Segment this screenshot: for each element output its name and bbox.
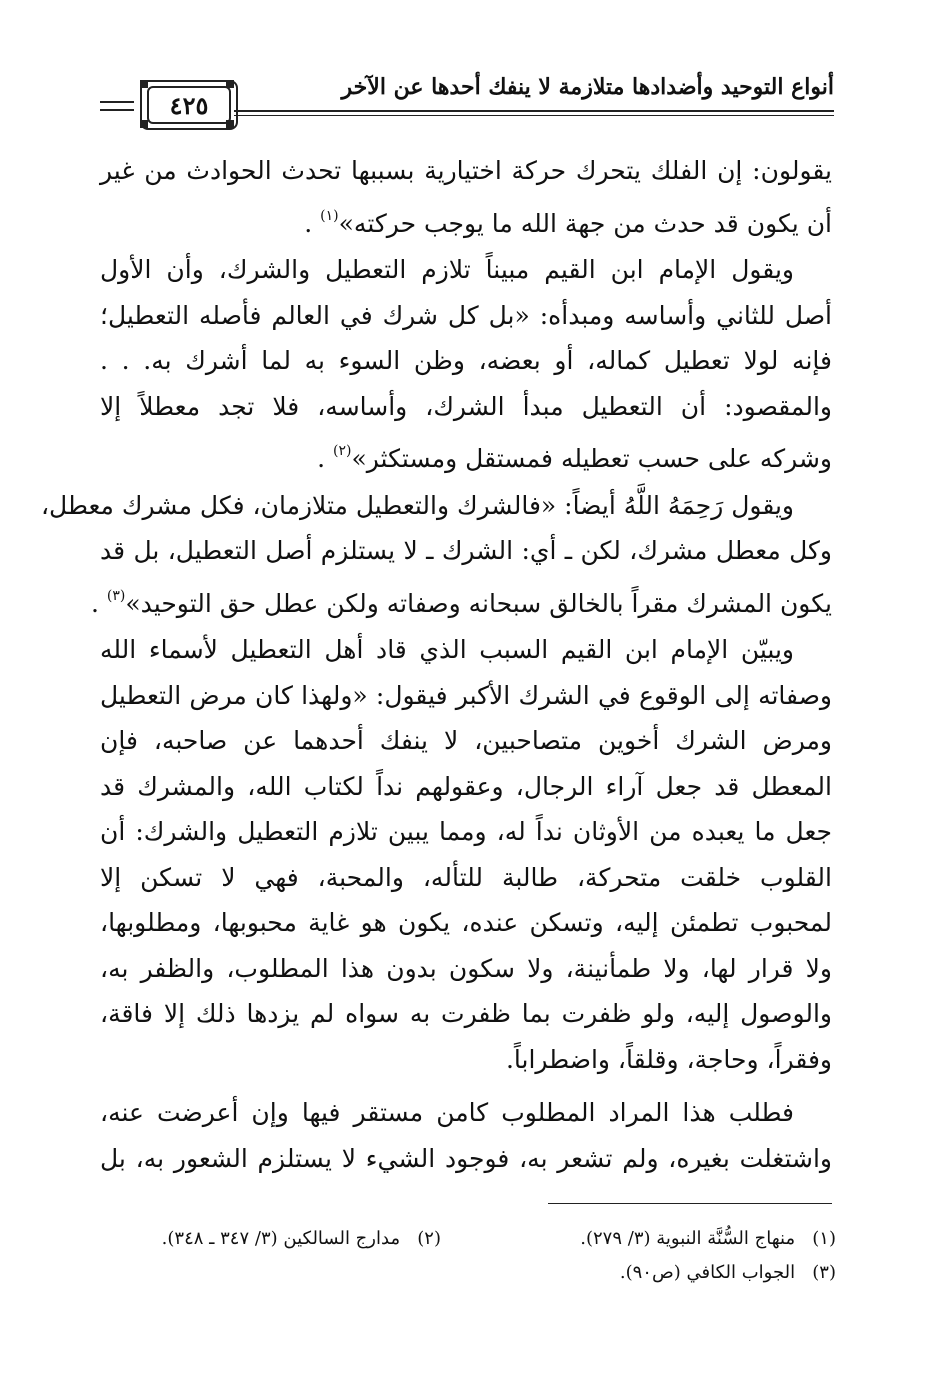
text-line: يقولون: إن الفلك يتحرك حركة اختيارية بسببها تحدث الحوادث من غير [100, 156, 832, 185]
text-line: ويقول رَحِمَهُ اللَّهُ أيضاً: «فالشرك والتعطيل متلازمان، فكل مشرك معطل، [40, 490, 794, 520]
paragraph [100, 1090, 832, 1181]
text-line: القلوب خلقت متحركة، طالبة للتأله، والمحبة، فهي لا تسكن إلا [100, 862, 832, 892]
text-line: وكل معطل مشرك، لكن ـ أي: الشرك ـ لا يستلزم أصل التعطيل، بل قد [100, 536, 832, 565]
text-line: لمحبوب تطمئن إليه، وتسكن عنده، يكون هو غاية محبوبها، ومطلوبها، [100, 908, 832, 937]
footnote-row [100, 1222, 836, 1256]
footnote-row [100, 1256, 836, 1290]
text-line: والوصول إليه، ولو ظفرت بما ظفرت به سواه لم يزدها ذلك إلا فاقة، [100, 999, 832, 1028]
text-line: واشتغلت بغيره، ولم تشعر به، فوجود الشيء لا يستلزم الشعور به، بل [100, 1143, 832, 1173]
text-line-content: أن يكون قد حدث من جهة الله ما يوجب حركته» [338, 208, 832, 238]
text-line: وفقراً، وحاجة، وقلقاً، واضطراباً. [505, 1044, 832, 1074]
footnote-number: (١) [812, 1228, 836, 1249]
footnote-text: الجواب الكافي (ص٩٠). [619, 1262, 796, 1283]
footnote-ref: (٢) [333, 443, 352, 459]
text-line: أصل للثاني وأساسه ومبدأه: «بل كل شرك في العالم فأصله التعطيل؛ [100, 300, 832, 330]
footnote-item [620, 1256, 836, 1290]
sentence-end: . [304, 208, 321, 238]
text-line: فطلب هذا المراد المطلوب كامن مستقر فيها وإن أعرضت عنه، [100, 1098, 794, 1127]
text-line-content: وشركه على حسب تعطيله فمستقل ومستكثر» [351, 444, 832, 473]
text-line-content: يكون المشرك مقراً بالخالق سبحانه وصفاته ولكن عطل حق التوحيد» [125, 588, 832, 618]
text-line: جعل ما يعبده من الأوثان نداً له، ومما يبين تلازم التعطيل والشرك: أن [100, 817, 832, 846]
text-line: ومرض الشرك أخوين متصاحبين، لا ينفك أحدهما عن صاحبه، فإن [100, 726, 832, 755]
text-line [100, 194, 832, 240]
text-line [90, 574, 832, 620]
footnotes [100, 1222, 836, 1290]
text-line: والمقصود: أن التعطيل مبدأ الشرك، وأساسه، فلا تجد معطلاً إلا [100, 391, 832, 421]
page-header [100, 68, 834, 132]
text-line [100, 429, 832, 475]
paragraph [100, 627, 832, 1082]
footnote-item [580, 1222, 836, 1256]
page-number-ornament [100, 78, 240, 130]
header-rule [234, 110, 834, 112]
footnote-separator [548, 1203, 832, 1204]
sentence-end: . [90, 588, 107, 618]
footnote-ref: (١) [320, 207, 339, 224]
footnote-ref: (٣) [106, 587, 126, 604]
ornament-lines [100, 101, 134, 111]
footnote-text: مدارج السالكين (٣/ ٣٤٧ ـ ٣٤٨). [161, 1228, 401, 1249]
paragraph [100, 247, 832, 475]
page-number: ٤٢٥ [147, 86, 231, 124]
frame-corner [140, 120, 148, 128]
body-text [40, 148, 832, 1189]
text-line: ولا قرار لها، ولا طمأنينة، ولا سكون بدون هذا المطلوب، والظفر به، [100, 953, 832, 983]
paragraph [40, 483, 832, 620]
paragraph [100, 148, 832, 239]
sentence-end: . [317, 444, 333, 473]
footnote-item [162, 1222, 441, 1256]
frame-corner [140, 80, 148, 88]
text-line: المعطل قد جعل آراء الرجال، وعقولهم نداً لكتاب الله، والمشرك قد [100, 771, 832, 801]
footnote-number: (٣) [812, 1262, 836, 1283]
text-line: وصفاته إلى الوقوع في الشرك الأكبر فيقول: «ولهذا كان مرض التعطيل [100, 680, 832, 710]
text-line: فإنه لولا تعطيل كماله، أو بعضه، وظن السوء به لما أشرك به. . . [100, 346, 832, 375]
footnote-number: (٢) [417, 1228, 441, 1249]
text-line: ويقول الإمام ابن القيم مبيناً تلازم التعطيل والشرك، وأن الأول [100, 255, 794, 284]
footnote-text: منهاج السُّنَّة النبوية (٣/ ٢٧٩). [580, 1228, 796, 1249]
running-title: أنواع التوحيد وأضدادها متلازمة لا ينفك أحدها عن الآخر [341, 74, 834, 100]
header-rule-thin [234, 115, 834, 116]
text-line: ويبيّن الإمام ابن القيم السبب الذي قاد أهل التعطيل لأسماء الله [100, 635, 794, 664]
